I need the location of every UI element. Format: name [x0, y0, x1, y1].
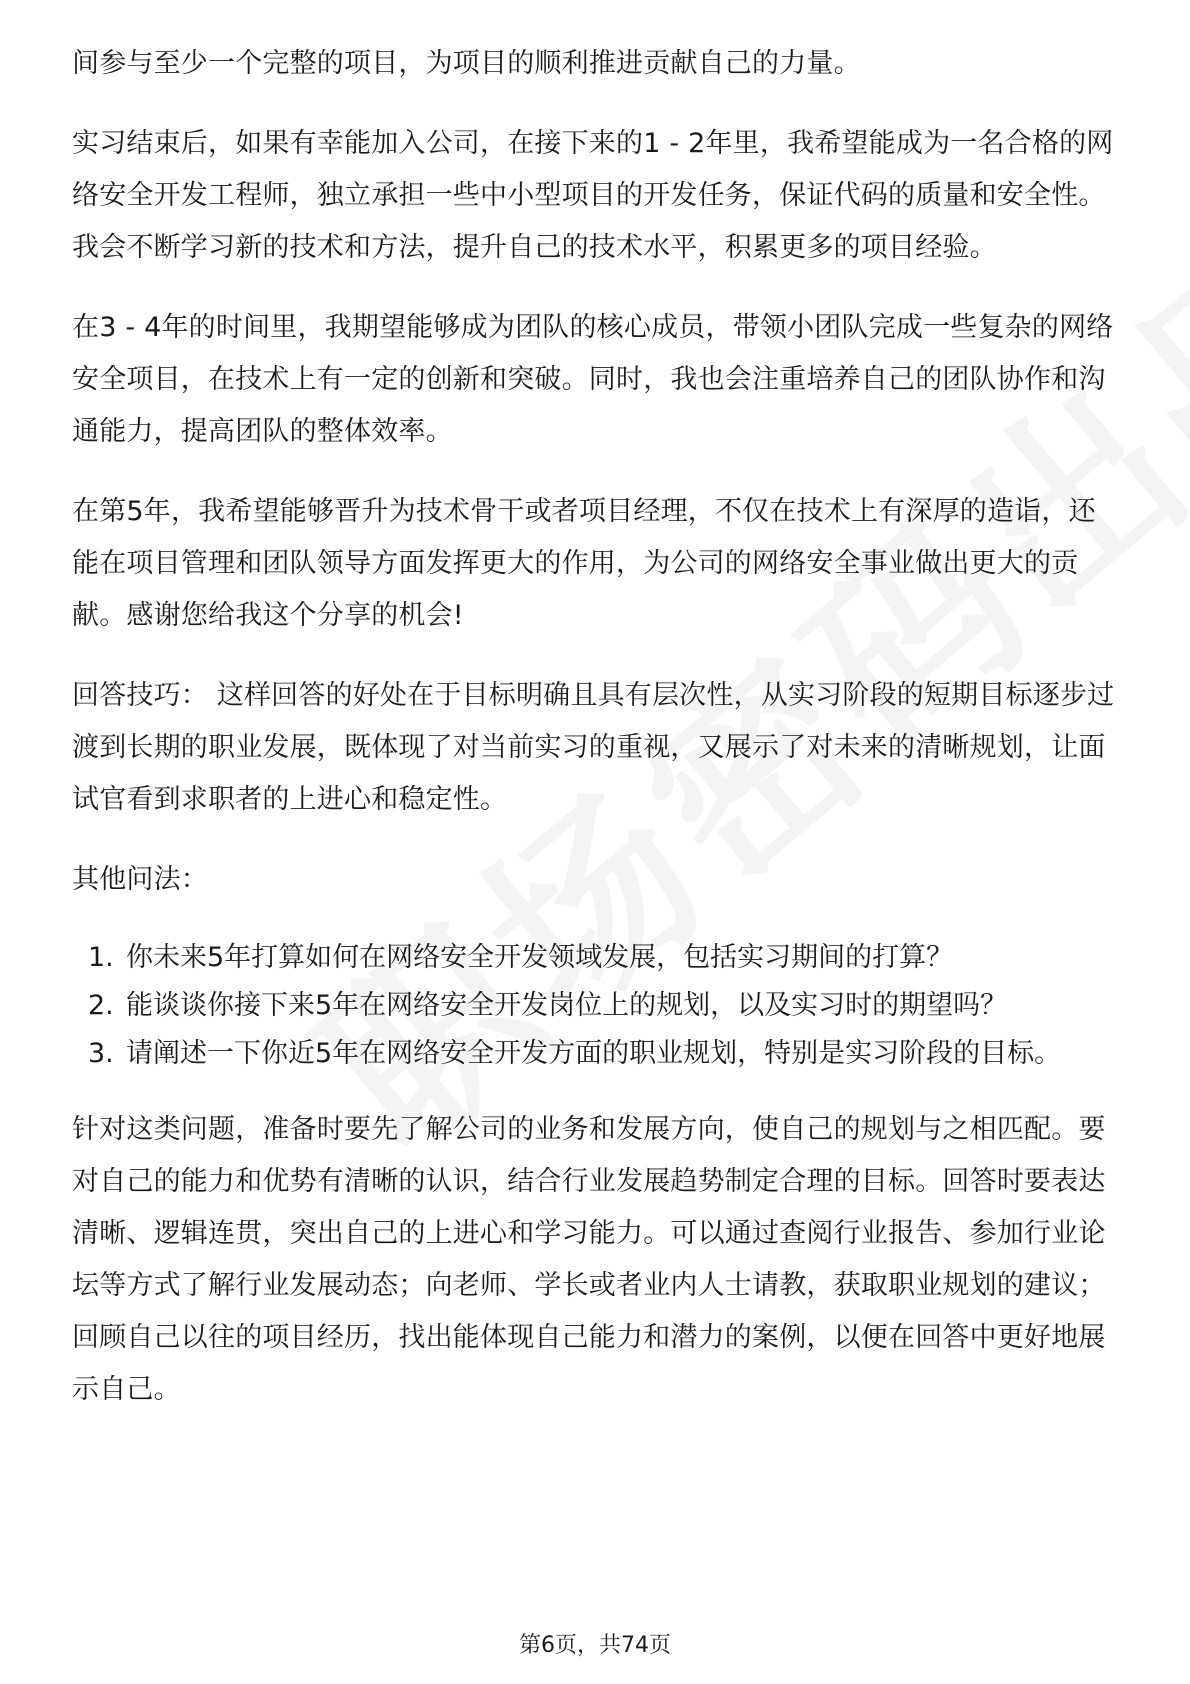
- list-text: 能谈谈你接下来5年在网络安全开发岗位上的规划，以及实习时的期望吗？: [126, 990, 1008, 1021]
- paragraph: 在3 - 4年的时间里，我期望能够成为团队的核心成员，带领小团队完成一些复杂的网络安全项目，在技术上有一定的创新和突破。同时，我也会注重培养自己的团队协作和沟通能力，提高团队的整体效率。: [72, 312, 1114, 447]
- list-number: 2.: [88, 990, 114, 1021]
- other-questions-list: [72, 934, 1122, 1078]
- document-body: [72, 38, 1122, 1444]
- list-item: [72, 1030, 1122, 1078]
- list-item: [72, 934, 1122, 982]
- answer-tips: 回答技巧： 这样回答的好处在于目标明确且具有层次性，从实习阶段的短期目标逐步过渡到长期的职业发展，既体现了对当前实习的重视，又展示了对未来的清晰规划，让面试官看到求职者的上进心和稳定性。: [72, 680, 1115, 815]
- page-number: 第6页，共74页: [519, 1633, 671, 1658]
- paragraph: 针对这类问题，准备时要先了解公司的业务和发展方向，使自己的规划与之相匹配。要对自己的能力和优势有清晰的认识，结合行业发展趋势制定合理的目标。回答时要表达清晰、逻辑连贯，突出自己的上进心和学习能力。可以通过查阅行业报告、参加行业论坛等方式了解行业发展动态；向老师、学长或者业内人士请教，获取职业规划的建议；回顾自己以往的项目经历，找出能体现自己能力和潜力的案例，以便在回答中更好地展示自己。: [72, 1114, 1106, 1405]
- paragraph: 在第5年，我希望能够晋升为技术骨干或者项目经理，不仅在技术上有深厚的造诣，还能在项目管理和团队领导方面发挥更大的作用，为公司的网络安全事业做出更大的贡献。感谢您给我这个分享的机会!: [72, 496, 1096, 631]
- list-text: 请阐述一下你近5年在网络安全开发方面的职业规划，特别是实习阶段的目标。: [126, 1038, 1062, 1069]
- list-text: 你未来5年打算如何在网络安全开发领域发展，包括实习期间的打算？: [126, 942, 954, 973]
- list-item: [72, 982, 1122, 1030]
- list-number: 3.: [88, 1038, 114, 1069]
- paragraph: 实习结束后，如果有幸能加入公司，在接下来的1 - 2年里，我希望能成为一名合格的网络安全开发工程师，独立承担一些中小型项目的开发任务，保证代码的质量和安全性。我会不断学习新的技术和方法，提升自己的技术水平，积累更多的项目经验。: [72, 128, 1114, 263]
- list-number: 1.: [88, 942, 114, 973]
- paragraph: 间参与至少一个完整的项目，为项目的顺利推进贡献自己的力量。: [72, 48, 861, 79]
- other-questions-heading: 其他问法：: [72, 864, 208, 895]
